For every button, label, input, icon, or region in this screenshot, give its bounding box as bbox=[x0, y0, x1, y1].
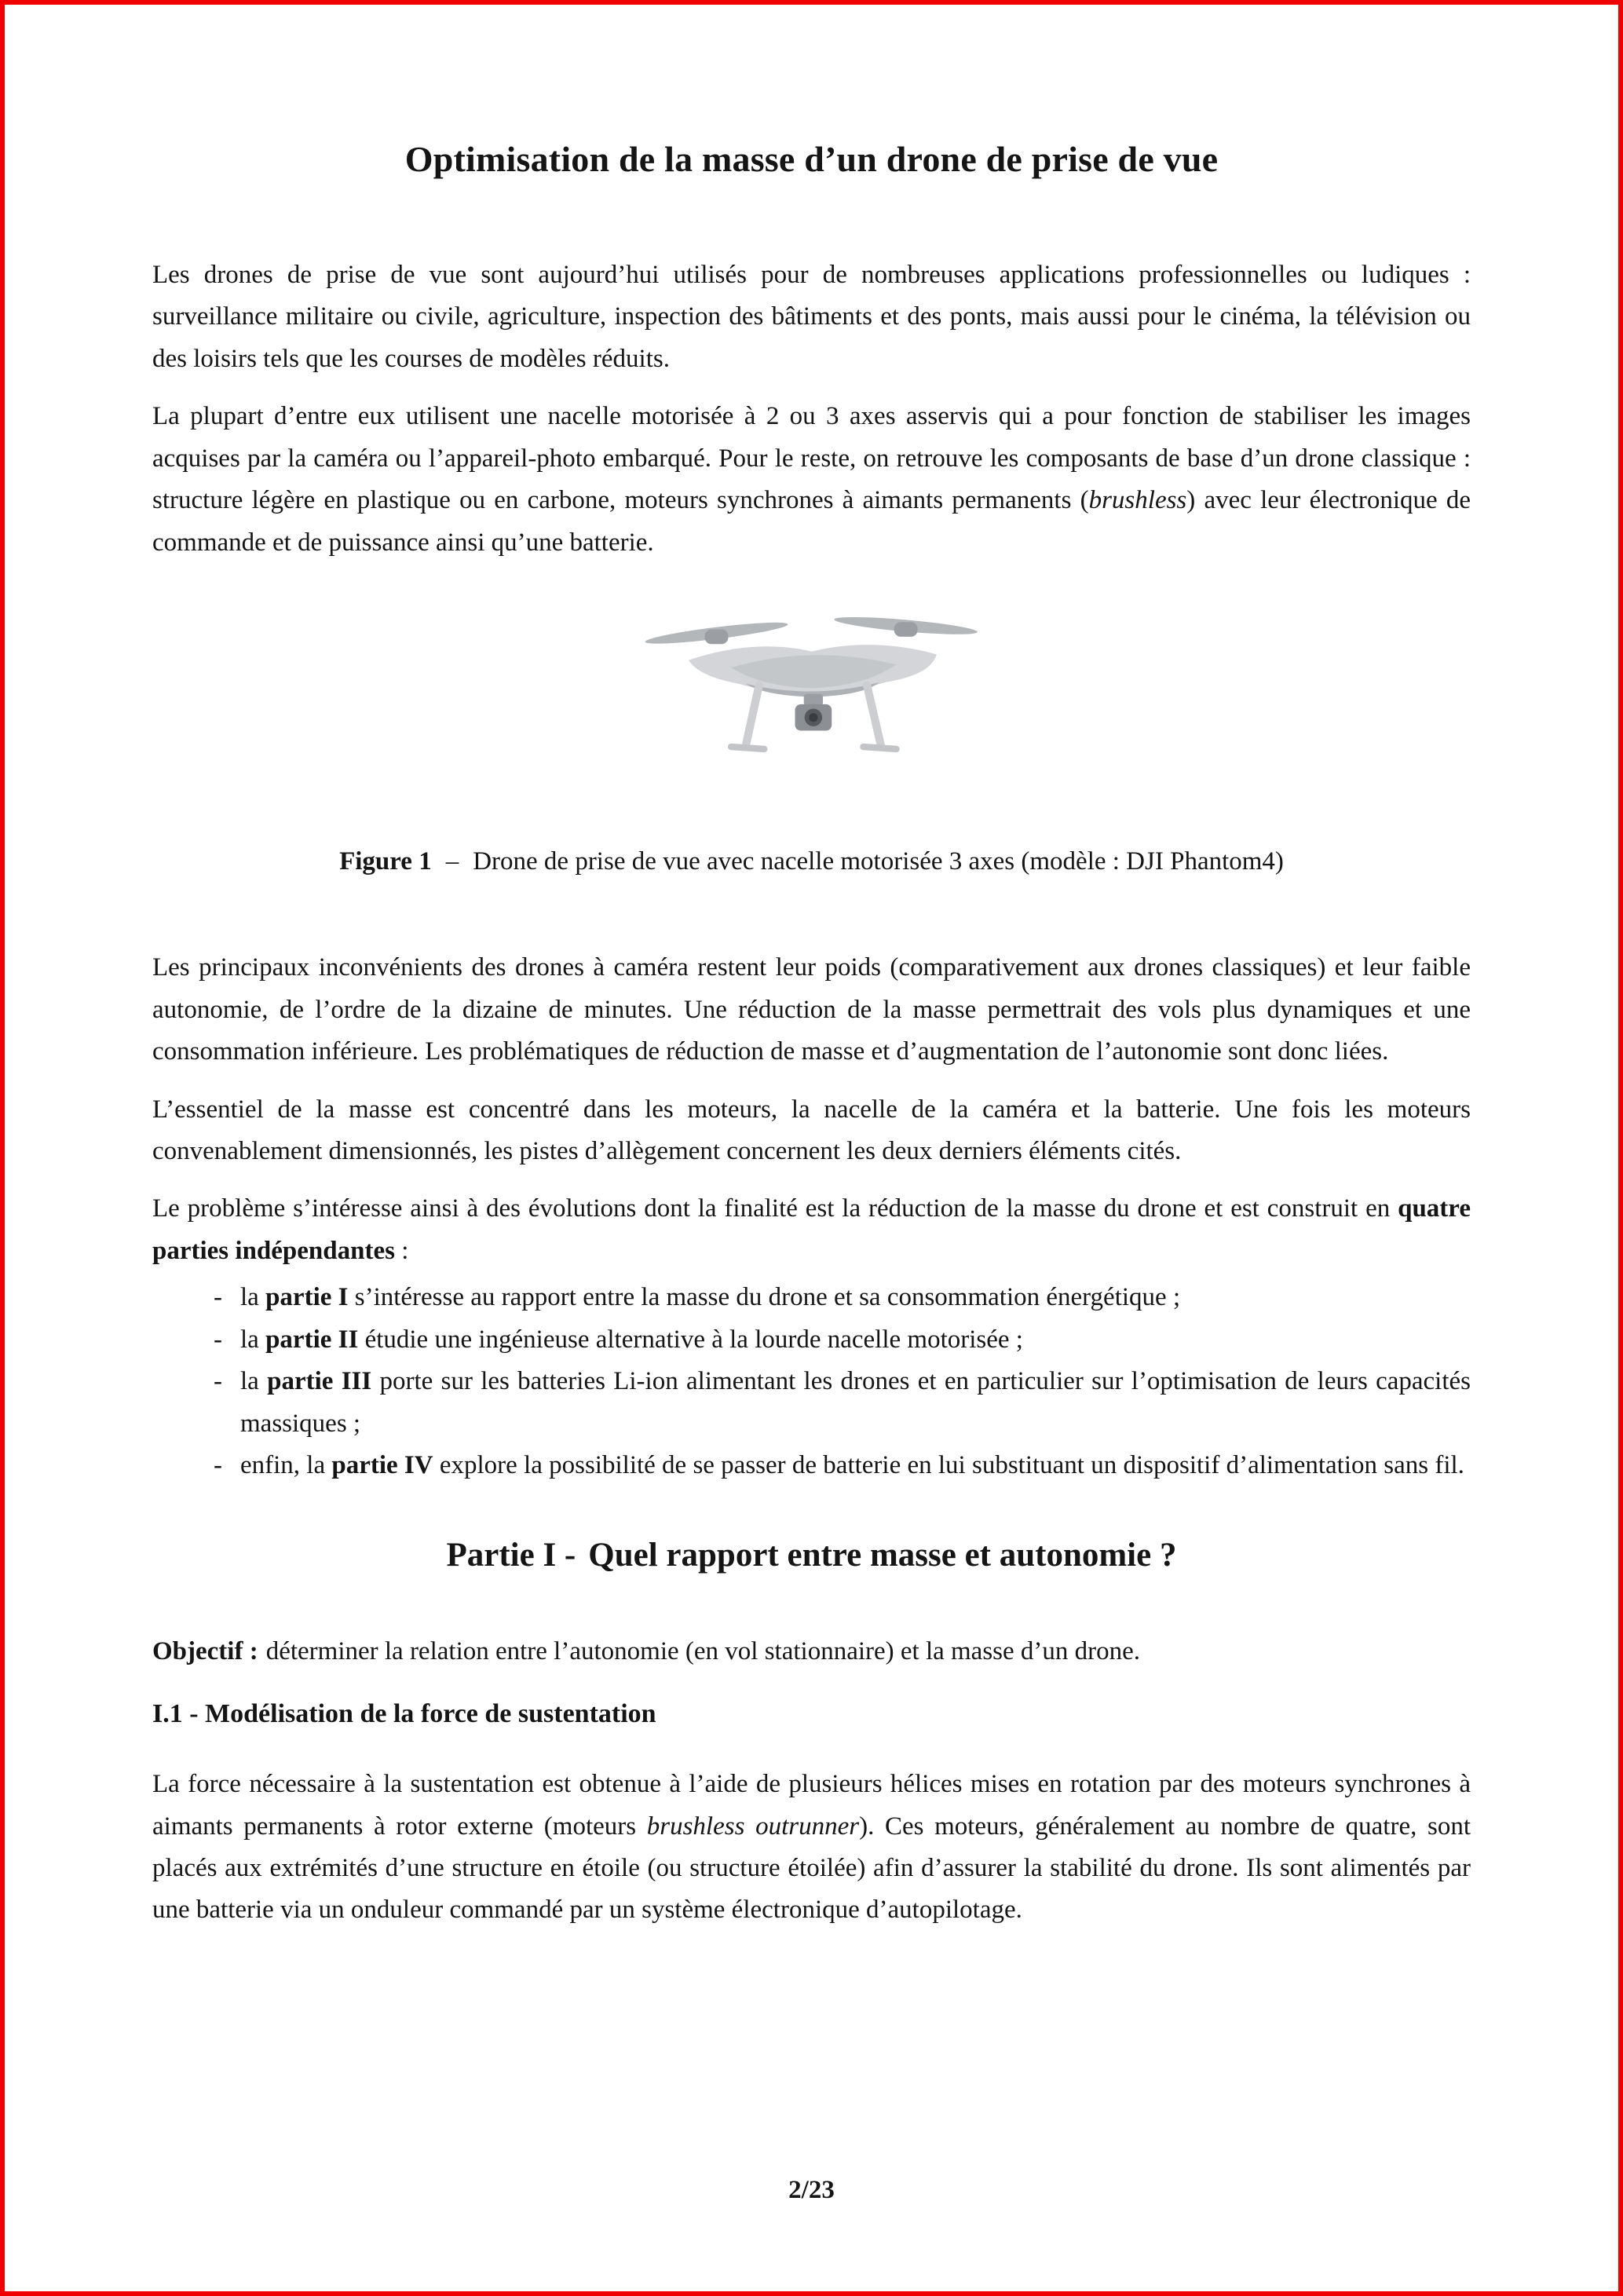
parts-list bbox=[152, 1277, 1478, 1486]
figure-dash: – bbox=[445, 847, 459, 876]
list-dash: - bbox=[214, 1325, 222, 1354]
figure-label: Figure 1 bbox=[339, 847, 432, 876]
part-1-heading: Partie I - Quel rapport entre masse et autonomie ? bbox=[446, 1536, 1177, 1574]
list-item-part-4: - enfin, la partie IV explore la possibilité de se passer de batterie en lui substituant un dispositif d’alimentation sans fil. bbox=[214, 1445, 1471, 1486]
list-item-part-2: - la partie II étudie une ingénieuse alternative à la lourde nacelle motorisée ; bbox=[214, 1319, 1471, 1361]
page-title: Optimisation de la masse d’un drone de prise de vue bbox=[404, 139, 1219, 179]
figure-caption-text: Drone de prise de vue avec nacelle motorisée 3 axes (modèle : DJI Phantom4) bbox=[473, 847, 1284, 876]
part-4-label: partie IV bbox=[331, 1451, 433, 1480]
body-paragraph-4: L’essentiel de la masse est concentré dans les moteurs, la nacelle de la caméra et la batterie. Une fois les moteurs convenablement dimensionnés, les pistes d’allègement concernent les deux derniers éléments cités. bbox=[152, 1095, 1478, 1165]
italic-term: brushless bbox=[1088, 486, 1187, 515]
page-content bbox=[5, 5, 1618, 1932]
body-paragraph-5: Le problème s’intéresse ainsi à des évolutions dont la finalité est la réduction de la masse du drone et est construit en quatre parties indépendantes : bbox=[152, 1194, 1478, 1265]
figure-caption bbox=[152, 847, 1471, 876]
bold-term: quatre parties indépendantes bbox=[152, 1194, 1478, 1265]
list-item-part-3: - la partie III porte sur les batteries Li-ion alimentant les drones et en particulier sur l’optimisation de leurs capacités massiques ; bbox=[214, 1361, 1471, 1445]
part-3-label: partie III bbox=[267, 1367, 372, 1396]
list-item-part-1: - la partie I s’intéresse au rapport entre la masse du drone et sa consommation énergétique ; bbox=[214, 1277, 1471, 1318]
page-number: 2/23 bbox=[788, 2176, 835, 2204]
part-2-label: partie II bbox=[265, 1325, 359, 1354]
part-1-label: partie I bbox=[265, 1283, 349, 1312]
figure-1 bbox=[152, 586, 1471, 876]
section-1-1-paragraph: La force nécessaire à la sustentation est obtenue à l’aide de plusieurs hélices mises en rotation par des moteurs synchrones à aimants permanents à rotor externe (moteurs brushless outrunner). Ces moteurs, généralement au nombre de quatre, sont placés aux extrémités d’une structure en étoile (ou structure étoilée) afin d’assurer la stabilité du drone. Ils sont alimentés par une batterie via un onduleur commandé par un système électronique d’autopilotage. bbox=[152, 1770, 1478, 1925]
list-dash: - bbox=[214, 1367, 222, 1396]
objectif-line: Objectif : déterminer la relation entre l’autonomie (en vol stationnaire) et la masse d’un drone. bbox=[152, 1636, 1141, 1665]
list-dash: - bbox=[214, 1283, 222, 1312]
drone-quadcopter-icon bbox=[643, 586, 981, 798]
intro-paragraph-2: La plupart d’entre eux utilisent une nacelle motorisée à 2 ou 3 axes asservis qui a pour fonction de stabiliser les images acquises par la caméra ou l’appareil-photo embarqué. Pour le reste, on retrouve les composants de base d’un drone classique : structure légère en plastique ou en carbone, moteurs synchrones à aimants permanents (brushless) avec leur électronique de commande et de puissance ainsi qu’une batterie. bbox=[152, 402, 1478, 557]
body-paragraph-3: Les principaux inconvénients des drones à caméra restent leur poids (comparativement aux drones classiques) et leur faible autonomie, de l’ordre de la dizaine de minutes. Une réduction de la masse permettrait des vols plus dynamiques et une consommation inférieure. Les problématiques de réduction de masse et d’augmentation de l’autonomie sont donc liées. bbox=[152, 953, 1478, 1066]
drone-figure-image bbox=[643, 586, 981, 802]
italic-term: brushless outrunner bbox=[646, 1812, 860, 1841]
list-dash: - bbox=[214, 1451, 222, 1480]
objectif-label: Objectif : bbox=[152, 1636, 258, 1665]
intro-paragraph-1: Les drones de prise de vue sont aujourd’hui utilisés pour de nombreuses applications professionnelles ou ludiques : surveillance militaire ou civile, agriculture, inspection des bâtiments et des ponts, mais aussi pour le cinéma, la télévision ou des loisirs tels que les courses de modèles réduits. bbox=[152, 261, 1478, 373]
section-1-1-heading: I.1 - Modélisation de la force de sustentation bbox=[152, 1699, 656, 1729]
